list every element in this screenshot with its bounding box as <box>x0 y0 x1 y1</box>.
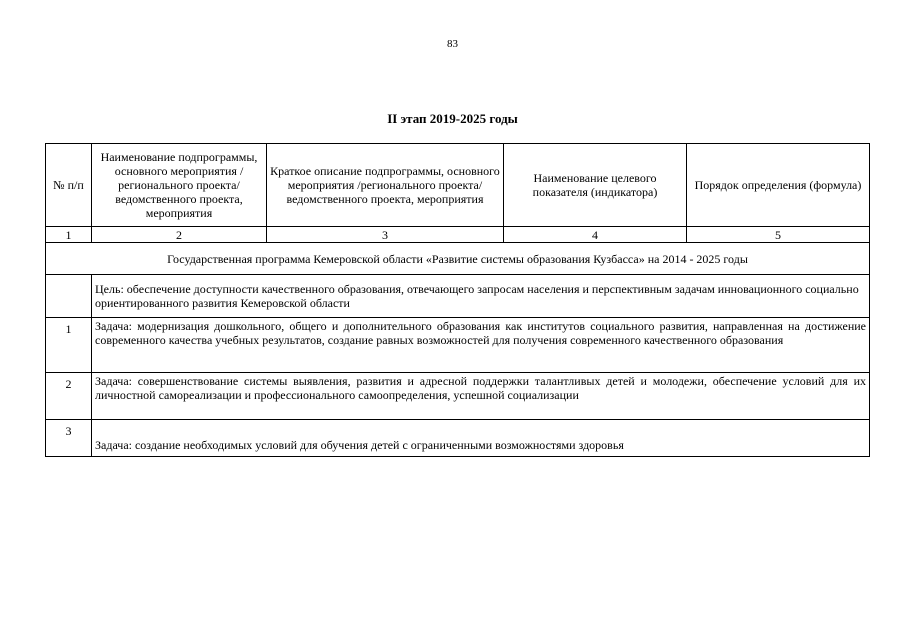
program-row <box>46 243 870 275</box>
section-title: II этап 2019-2025 годы <box>387 111 518 126</box>
column-number: 5 <box>687 227 870 243</box>
task-row <box>46 420 870 457</box>
program-title: Государственная программа Кемеровской области «Развитие системы образования Кузбасса» на 2014 - 2025 годы <box>46 243 870 275</box>
task-text: Задача: создание необходимых условий для обучения детей с ограниченными возможностями здоровья <box>92 420 870 457</box>
task-text: Задача: совершенствование системы выявления, развития и адресной поддержки талантливых детей и молодежи, обеспечение условий для их личностной самореализации и профессионального самоопределения, успешной социализации <box>92 373 870 420</box>
header-indicator: Наименование целевого показателя (индикатора) <box>504 144 687 227</box>
goal-number <box>46 275 92 318</box>
column-number: 2 <box>92 227 267 243</box>
task-row <box>46 373 870 420</box>
indicators-table <box>45 143 870 457</box>
header-row <box>46 144 870 227</box>
column-number: 3 <box>267 227 504 243</box>
header-number: № п/п <box>46 144 92 227</box>
header-name: Наименование подпрограммы, основного мероприятия /регионального проекта/ведомственного проекта, мероприятия <box>92 144 267 227</box>
column-number: 1 <box>46 227 92 243</box>
task-number: 2 <box>46 373 92 420</box>
header-description: Краткое описание подпрограммы, основного мероприятия /регионального проекта/ведомственного проекта, мероприятия <box>267 144 504 227</box>
task-number: 1 <box>46 318 92 373</box>
goal-text: Цель: обеспечение доступности качественного образования, отвечающего запросам населения и перспективным задачам инновационного социально ориентированного развития Кемеровской области <box>92 275 870 318</box>
task-number: 3 <box>46 420 92 457</box>
page-number: 83 <box>447 38 458 50</box>
header-formula: Порядок определения (формула) <box>687 144 870 227</box>
column-number: 4 <box>504 227 687 243</box>
task-row <box>46 318 870 373</box>
column-numbers-row <box>46 227 870 243</box>
goal-row <box>46 275 870 318</box>
task-text: Задача: модернизация дошкольного, общего и дополнительного образования как институтов социального развития, направленная на достижение современного качества учебных результатов, создание равных возможностей для получения современного качественного образования <box>92 318 870 373</box>
